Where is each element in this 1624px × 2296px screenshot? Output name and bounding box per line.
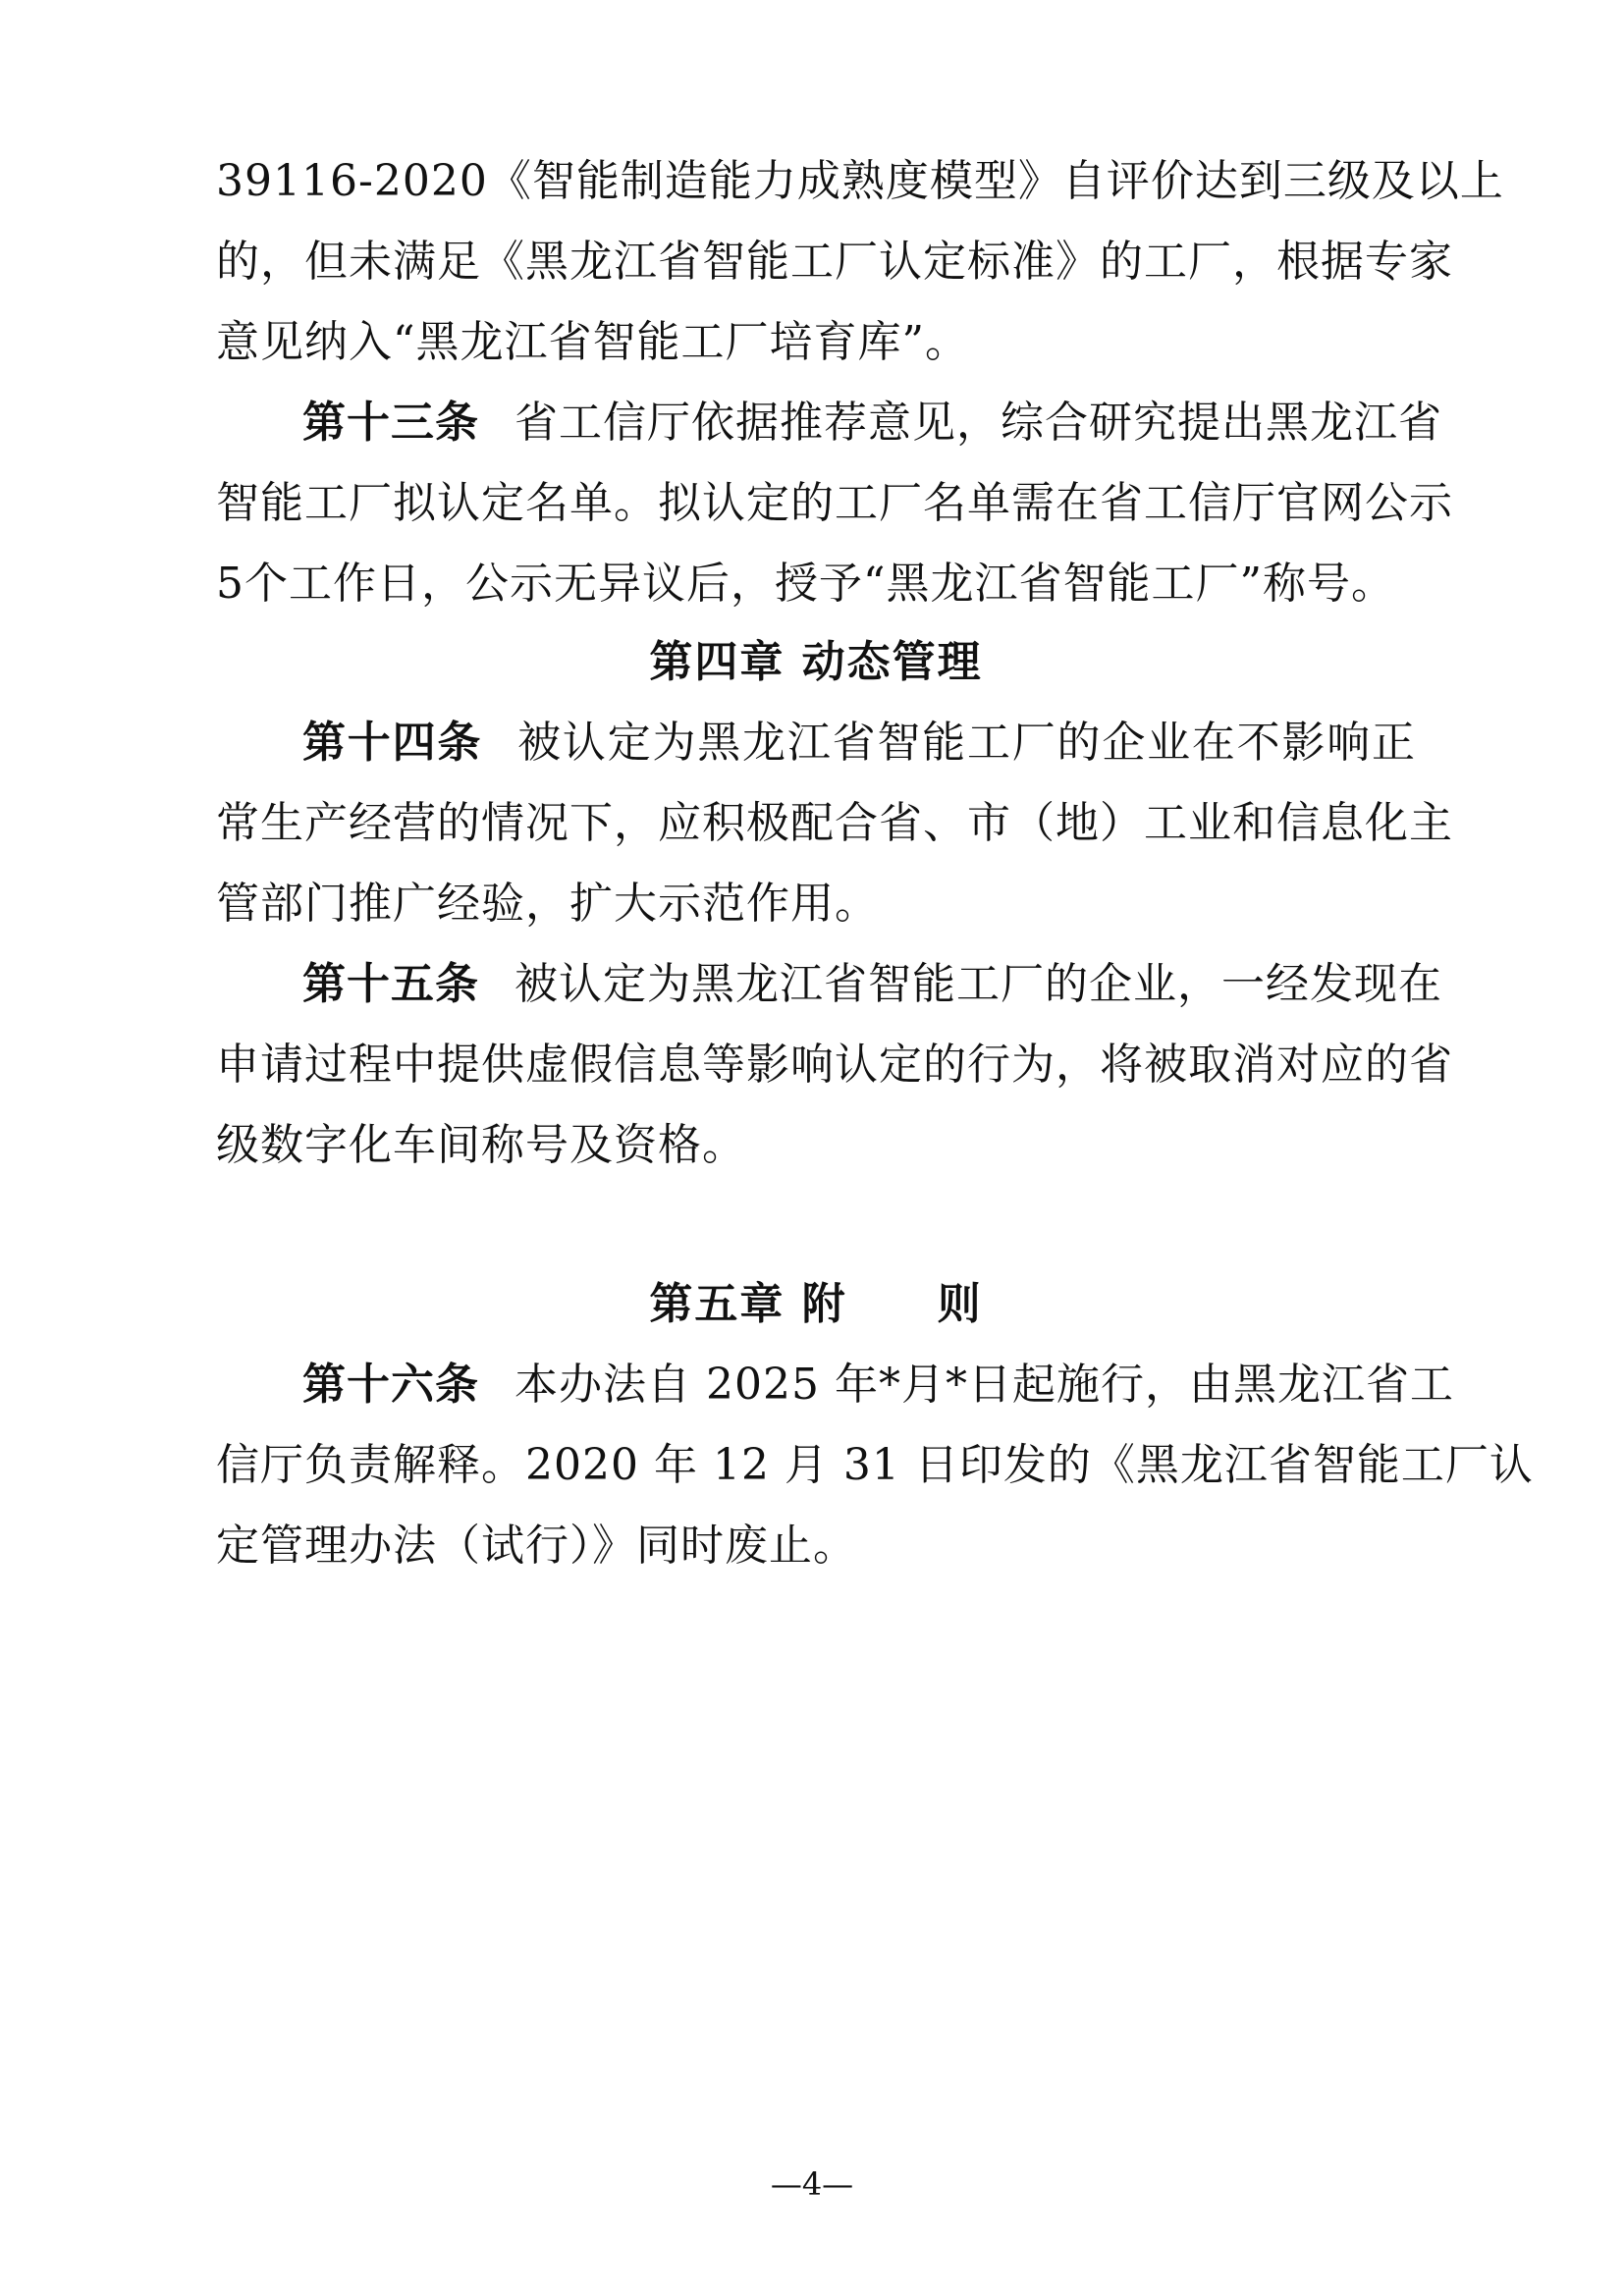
article-15-line-2: 申请过程中提供虚假信息等影响认定的行为，将被取消对应的省 [216, 1040, 1453, 1090]
article-13-line-3: 5个工作日，公示无异议后，授予“黑龙江省智能工厂”称号。 [216, 559, 1395, 609]
chapter-4-heading: 第四章 动态管理 [649, 637, 983, 687]
intro-line-3: 意见纳入“黑龙江省智能工厂培育库”。 [216, 317, 969, 367]
article-13-line-1 [216, 397, 1442, 450]
article-14-line-3: 管部门推广经验，扩大示范作用。 [216, 879, 879, 929]
article-13-label: 第十三条 [302, 398, 479, 448]
article-15-line-1 [216, 958, 1442, 1011]
article-15-line-3: 级数字化车间称号及资格。 [216, 1120, 746, 1170]
article-16-text-1: 本办法自 2025 年*月*日起施行，由黑龙江省工 [514, 1360, 1454, 1410]
intro-line-1: 39116-2020《智能制造能力成熟度模型》自评价达到三级及以上 [216, 156, 1504, 206]
article-14-text-1: 被认定为黑龙江省智能工厂的企业在不影响正 [517, 718, 1417, 768]
article-16-line-2: 信厅负责解释。2020 年 12 月 31 日印发的《黑龙江省智能工厂认 [216, 1440, 1534, 1490]
article-16-line-3: 定管理办法（试行）》同时废止。 [216, 1521, 857, 1571]
article-14-line-2: 常生产经营的情况下，应积极配合省、市（地）工业和信息化主 [216, 798, 1453, 848]
article-15-text-1: 被认定为黑龙江省智能工厂的企业，一经发现在 [514, 959, 1442, 1009]
chapter-5-heading: 第五章 附 则 [649, 1279, 983, 1329]
page-number: —4— [770, 2165, 854, 2203]
article-13-text-1: 省工信厅依据推荐意见，综合研究提出黑龙江省 [514, 398, 1442, 448]
article-15-label: 第十五条 [302, 959, 479, 1009]
intro-line-2: 的，但未满足《黑龙江省智能工厂认定标准》的工厂，根据专家 [216, 237, 1453, 287]
article-16-line-1 [216, 1359, 1454, 1412]
article-16-label: 第十六条 [302, 1360, 479, 1410]
article-14-line-1 [216, 717, 1416, 770]
article-14-label: 第十四条 [302, 718, 483, 768]
article-13-line-2: 智能工厂拟认定名单。拟认定的工厂名单需在省工信厅官网公示 [216, 478, 1453, 528]
